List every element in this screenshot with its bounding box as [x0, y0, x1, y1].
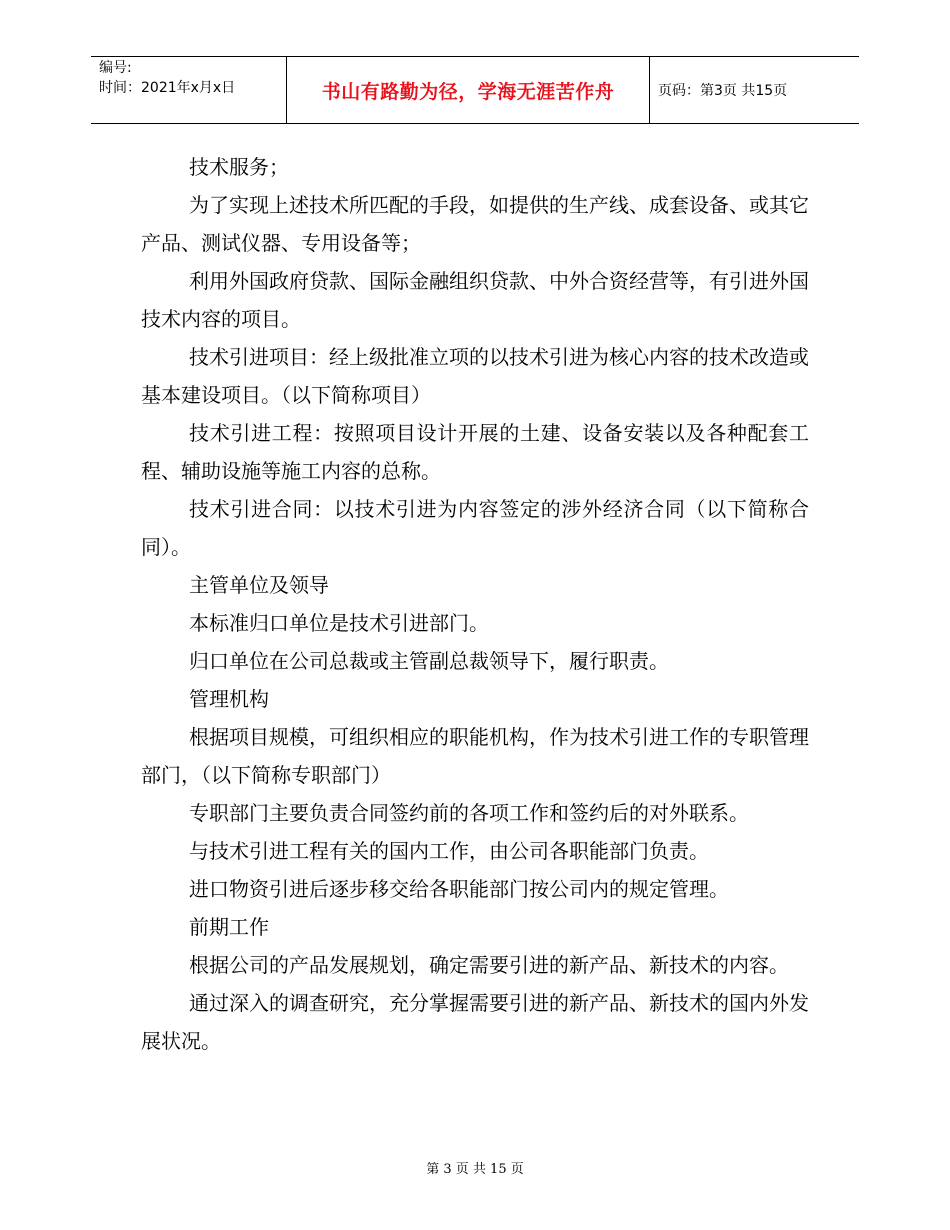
paragraph: 通过深入的调查研究，充分掌握需要引进的新产品、新技术的国内外发展状况。	[141, 991, 809, 1053]
page-header	[91, 56, 859, 124]
section-heading: 前期工作	[189, 915, 269, 939]
paragraph: 为了实现上述技术所匹配的手段，如提供的生产线、成套设备、或其它产品、测试仪器、专用设备等；	[141, 193, 809, 255]
header-motto: 书山有路勤为径，学海无涯苦作舟	[321, 80, 615, 103]
document-time-label: 时间：2021年x月x日	[99, 80, 236, 96]
paragraph: 技术引进工程：按照项目设计开展的土建、设备安装以及各种配套工程、辅助设施等施工内容的总称。	[141, 421, 809, 483]
document-code-label: 编号:	[99, 60, 132, 76]
paragraph: 本标准归口单位是技术引进部门。	[189, 611, 489, 635]
section-heading: 主管单位及领导	[189, 573, 329, 597]
header-page-info: 页码：第3页 共15页	[658, 83, 788, 99]
section-heading: 管理机构	[189, 687, 269, 711]
paragraph: 与技术引进工程有关的国内工作，由公司各职能部门负责。	[189, 839, 709, 863]
paragraph: 根据项目规模，可组织相应的职能机构，作为技术引进工作的专职管理部门，（以下简称专职部门）	[141, 725, 809, 787]
paragraph: 归口单位在公司总裁或主管副总裁领导下，履行职责。	[189, 649, 669, 673]
paragraph: 利用外国政府贷款、国际金融组织贷款、中外合资经营等，有引进外国技术内容的项目。	[141, 269, 809, 331]
page-footer: 第 3 页 共 15 页	[426, 1162, 524, 1177]
header-motto-cell	[286, 57, 650, 123]
paragraph: 专职部门主要负责合同签约前的各项工作和签约后的对外联系。	[189, 801, 749, 825]
header-meta-cell	[91, 57, 285, 123]
document-body	[141, 148, 809, 1060]
header-page-cell	[649, 57, 859, 123]
paragraph: 技术服务；	[189, 155, 289, 179]
paragraph: 进口物资引进后逐步移交给各职能部门按公司内的规定管理。	[189, 877, 729, 901]
paragraph: 技术引进项目：经上级批准立项的以技术引进为核心内容的技术改造或基本建设项目。（以下简称项目）	[141, 345, 809, 407]
paragraph: 技术引进合同：以技术引进为内容签定的涉外经济合同（以下简称合同）。	[141, 497, 809, 559]
paragraph: 根据公司的产品发展规划，确定需要引进的新产品、新技术的内容。	[189, 953, 789, 977]
